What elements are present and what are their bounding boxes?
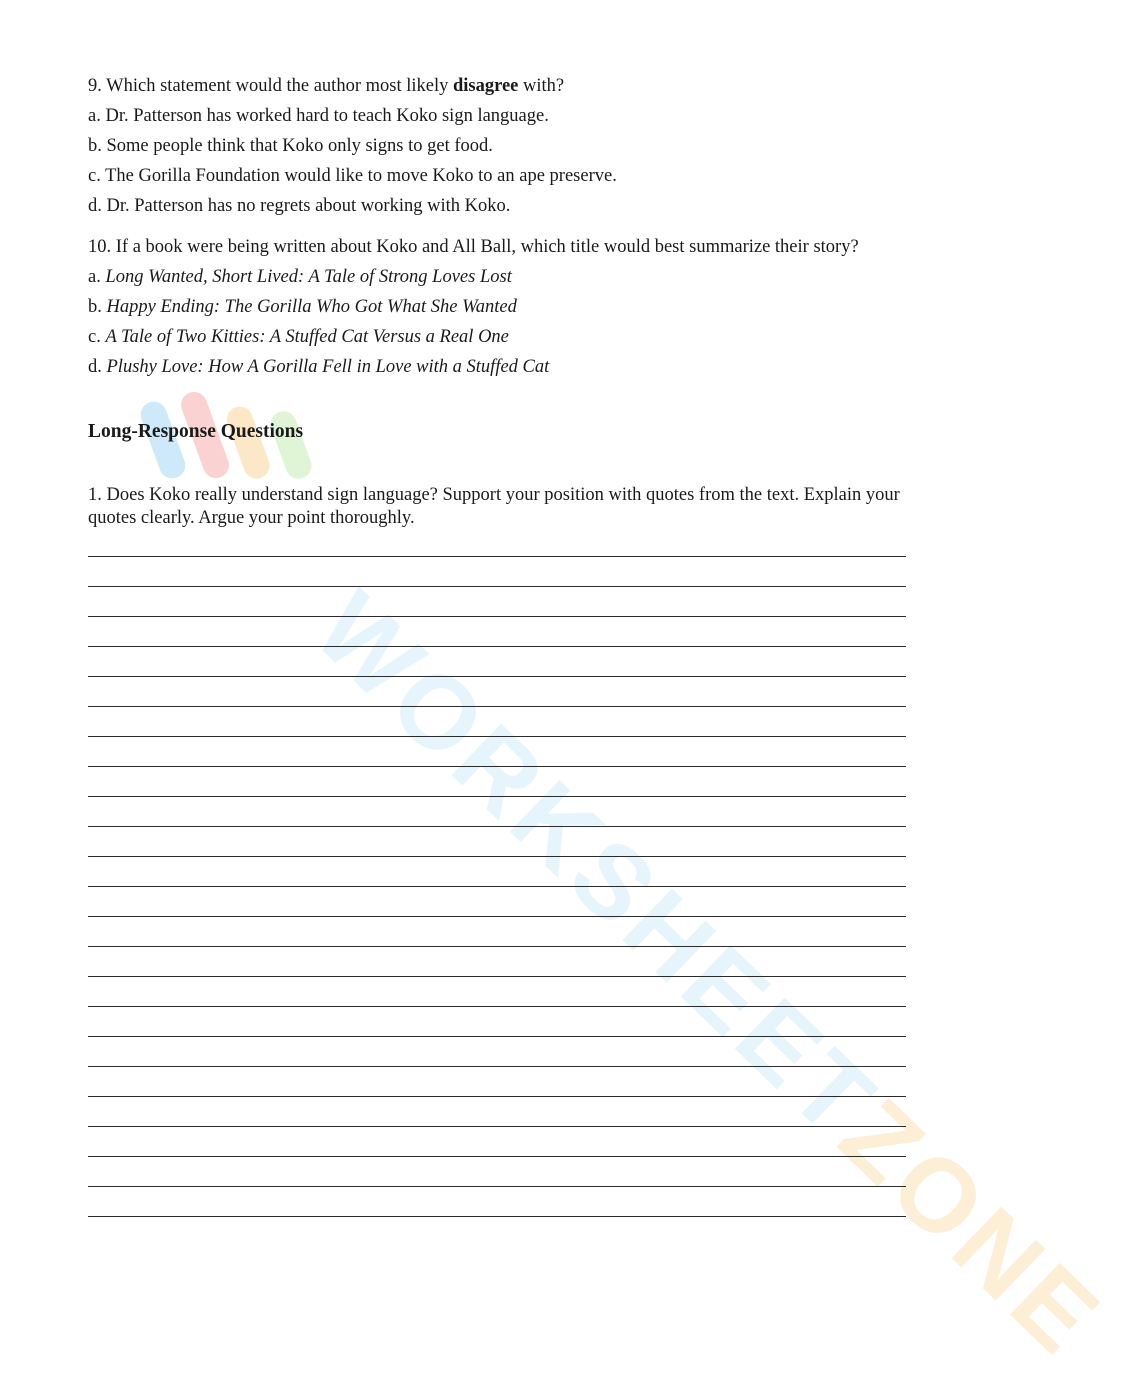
answer-line[interactable] [88, 1126, 906, 1127]
answer-line[interactable] [88, 916, 906, 917]
question-10-text: 10. If a book were being written about Koko and All Ball, which title would best summarize their story? [88, 237, 859, 257]
q9-option-c: c. The Gorilla Foundation would like to move Koko to an ape preserve. [88, 166, 617, 186]
q9-option-d: d. Dr. Patterson has no regrets about working with Koko. [88, 196, 511, 216]
long-response-question-1: 1. Does Koko really understand sign language? Support your position with quotes from the text. Explain your quotes clearly. Argue your point thoroughly. [88, 485, 900, 528]
answer-line[interactable] [88, 856, 906, 857]
answer-line[interactable] [88, 796, 906, 797]
answer-line[interactable] [88, 1216, 906, 1217]
answer-line[interactable] [88, 1006, 906, 1007]
answer-line[interactable] [88, 676, 906, 677]
q10-option-a: a. Long Wanted, Short Lived: A Tale of Strong Loves Lost [88, 267, 512, 287]
answer-line[interactable] [88, 946, 906, 947]
answer-line[interactable] [88, 556, 906, 557]
answer-line[interactable] [88, 976, 906, 977]
answer-line[interactable] [88, 886, 906, 887]
question-9-text: 9. Which statement would the author most likely disagree with? [88, 76, 565, 96]
answer-line[interactable] [88, 616, 906, 617]
answer-line[interactable] [88, 1066, 906, 1067]
q9-option-b: b. Some people think that Koko only signs to get food. [88, 136, 493, 156]
answer-line[interactable] [88, 1156, 906, 1157]
q9-option-a: a. Dr. Patterson has worked hard to teach Koko sign language. [88, 106, 549, 126]
section-heading: Long-Response Questions [88, 421, 304, 442]
answer-line[interactable] [88, 736, 906, 737]
answer-line[interactable] [88, 586, 906, 587]
watermark-text: WORKSHEETZONE [293, 570, 1124, 1379]
q10-option-d: d. Plushy Love: How A Gorilla Fell in Love with a Stuffed Cat [88, 357, 550, 377]
q10-option-c: c. A Tale of Two Kitties: A Stuffed Cat Versus a Real One [88, 327, 509, 347]
answer-line[interactable] [88, 766, 906, 767]
answer-line[interactable] [88, 1096, 906, 1097]
answer-line[interactable] [88, 646, 906, 647]
q10-option-b: b. Happy Ending: The Gorilla Who Got What She Wanted [88, 297, 517, 317]
emphasis-word: disagree [452, 76, 519, 96]
answer-line[interactable] [88, 706, 906, 707]
answer-line[interactable] [88, 826, 906, 827]
answer-line[interactable] [88, 1186, 906, 1187]
answer-line[interactable] [88, 1036, 906, 1037]
